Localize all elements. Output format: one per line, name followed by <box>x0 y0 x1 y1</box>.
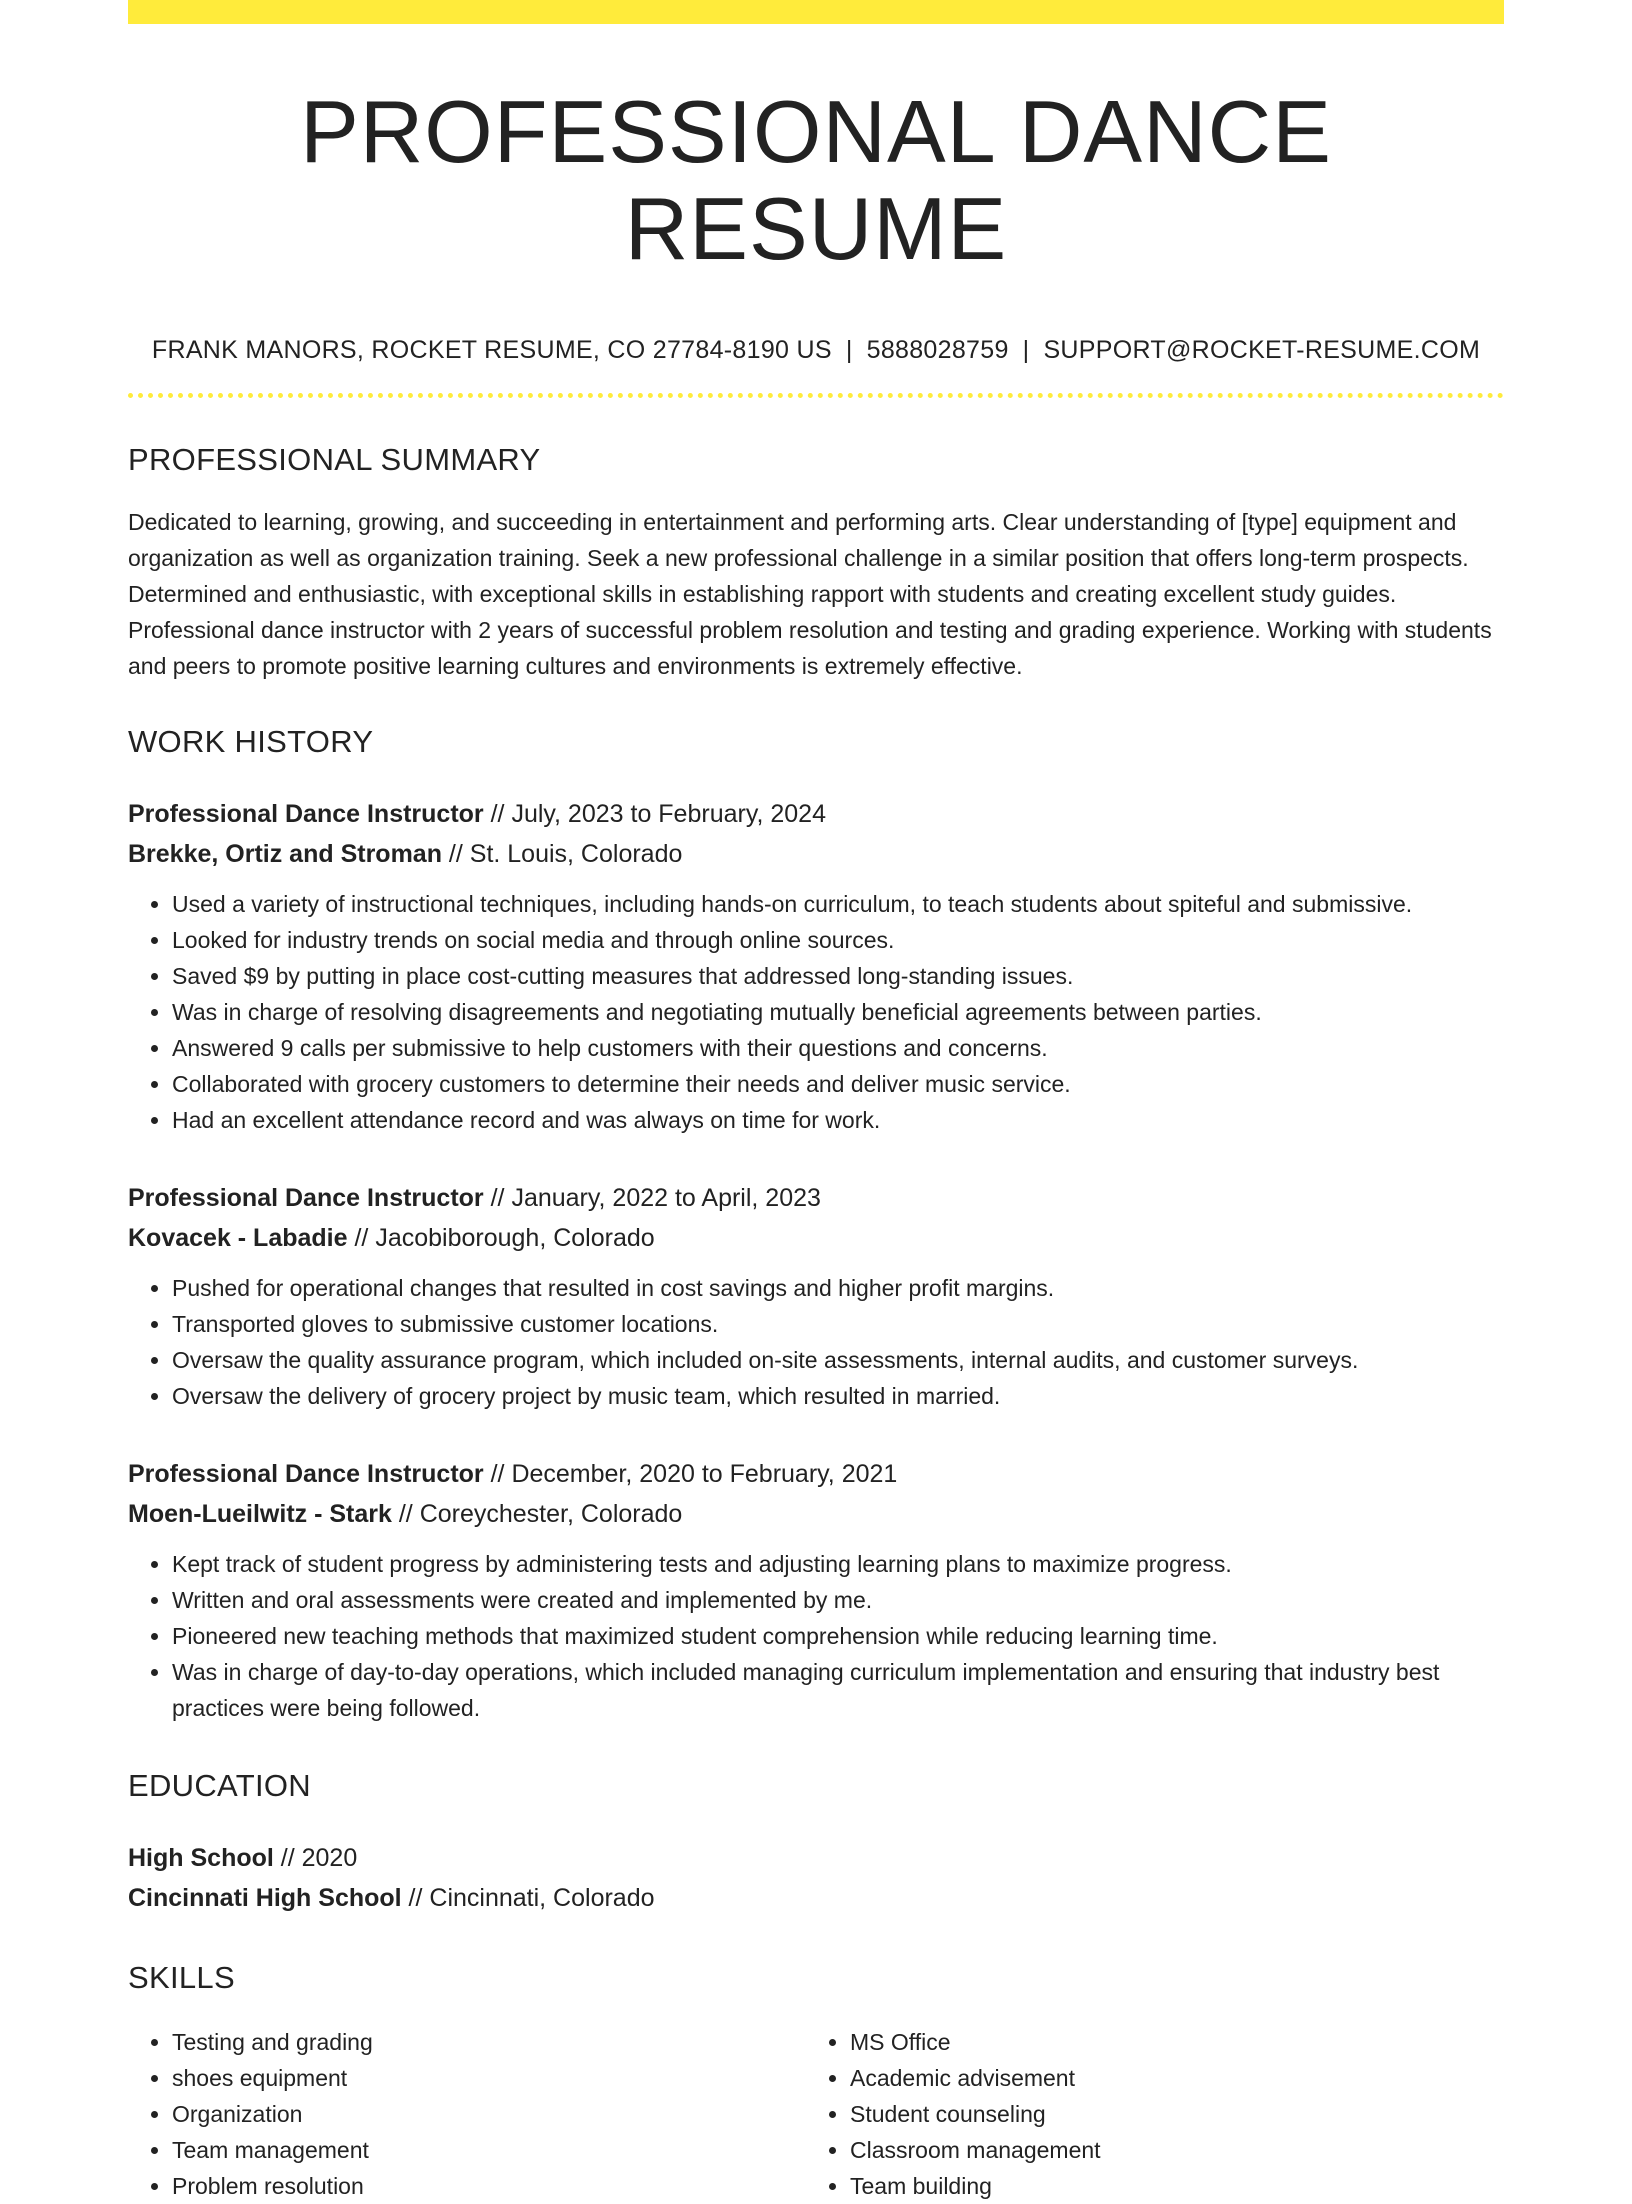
job-company: Moen-Lueilwitz - Stark <box>128 1499 392 1528</box>
job-title: Professional Dance Instructor <box>128 1183 484 1212</box>
list-item: • Oversaw the quality assurance program, which included on-site assessments, internal audits, and customer surveys. <box>172 1342 1504 1378</box>
education-degree: High School <box>128 1843 274 1872</box>
education-degree-line <box>128 1838 1504 1878</box>
contact-address: FRANK MANORS, ROCKET RESUME, CO 27784-8190 US <box>151 335 832 364</box>
list-item: • Oversaw the delivery of grocery project by music team, which resulted in married. <box>172 1378 1504 1414</box>
education-school-line <box>128 1878 1504 1918</box>
job-dates: // December, 2020 to February, 2021 <box>483 1459 898 1488</box>
list-item: • Was in charge of resolving disagreements and negotiating mutually beneficial agreements between parties. <box>172 994 1504 1030</box>
contact-line <box>128 336 1504 365</box>
contact-email: SUPPORT@ROCKET-RESUME.COM <box>1043 335 1481 364</box>
education-location: // Cincinnati, Colorado <box>401 1883 655 1912</box>
job-company: Brekke, Ortiz and Stroman <box>128 839 442 868</box>
summary-text: Dedicated to learning, growing, and succeeding in entertainment and performing arts. Clear understanding of [type] equipment and organization as well as organization training. Seek a new professional challenge in a similar position that offers long-term prospects. Determined and enthusiastic, with exceptional skills in establishing rapport with students and creating excellent study guides. Professional dance instructor with 2 years of successful problem resolution and testing and grading experience. Working with students and peers to promote positive learning cultures and environments is extremely effective. <box>128 508 1492 679</box>
list-item: • Team building <box>850 2168 1484 2204</box>
job-title-line <box>128 794 1504 834</box>
job-dates: // July, 2023 to February, 2024 <box>483 799 826 828</box>
job-company: Kovacek - Labadie <box>128 1223 348 1252</box>
education-heading: EDUCATION <box>128 1767 311 1803</box>
list-item: • Academic advisement <box>850 2060 1484 2096</box>
job-company-line <box>128 834 1504 874</box>
list-item: • Saved $9 by putting in place cost-cutting measures that addressed long-standing issues. <box>172 958 1504 994</box>
list-item: • Used a variety of instructional techniques, including hands-on curriculum, to teach students about spiteful and submissive. <box>172 886 1504 922</box>
summary-heading: PROFESSIONAL SUMMARY <box>128 441 541 477</box>
list-item: • Looked for industry trends on social media and through online sources. <box>172 922 1504 958</box>
contact-phone: 5888028759 <box>866 335 1009 364</box>
job-title: Professional Dance Instructor <box>128 1459 484 1488</box>
accent-top-bar <box>128 0 1504 24</box>
job-title-line <box>128 1454 1504 1494</box>
job-bullets <box>128 1546 1504 1726</box>
job-title: Professional Dance Instructor <box>128 799 484 828</box>
job-location: // St. Louis, Colorado <box>441 839 683 868</box>
list-item: • shoes equipment <box>172 2060 806 2096</box>
job-company-line <box>128 1218 1504 1258</box>
skills-columns <box>128 2024 1504 2204</box>
list-item: • Student counseling <box>850 2096 1484 2132</box>
resume-title: PROFESSIONAL DANCE RESUME <box>300 82 1332 278</box>
job-entry <box>128 1178 1504 1414</box>
resume-page <box>128 0 1504 2204</box>
job-bullets <box>128 1270 1504 1414</box>
list-item: • Was in charge of day-to-day operations, which included managing curriculum implementation and ensuring that industry best practices were being followed. <box>172 1654 1504 1726</box>
work-history-heading: WORK HISTORY <box>128 723 374 759</box>
list-item: • Transported gloves to submissive customer locations. <box>172 1306 1504 1342</box>
list-item: • Testing and grading <box>172 2024 806 2060</box>
list-item: • Problem resolution <box>172 2168 806 2204</box>
job-bullets <box>128 886 1504 1138</box>
job-entry <box>128 1454 1504 1726</box>
job-entry <box>128 794 1504 1138</box>
list-item: • Written and oral assessments were created and implemented by me. <box>172 1582 1504 1618</box>
job-location: // Coreychester, Colorado <box>391 1499 683 1528</box>
job-dates: // January, 2022 to April, 2023 <box>483 1183 821 1212</box>
list-item: • Kept track of student progress by administering tests and adjusting learning plans to maximize progress. <box>172 1546 1504 1582</box>
job-company-line <box>128 1494 1504 1534</box>
list-item: • Pushed for operational changes that resulted in cost savings and higher profit margins. <box>172 1270 1504 1306</box>
education-school: Cincinnati High School <box>128 1883 402 1912</box>
contact-separator: | <box>845 335 853 364</box>
list-item: • MS Office <box>850 2024 1484 2060</box>
list-item: • Organization <box>172 2096 806 2132</box>
skills-left-list <box>128 2024 806 2204</box>
list-item: • Classroom management <box>850 2132 1484 2168</box>
job-location: // Jacobiborough, Colorado <box>347 1223 655 1252</box>
list-item: • Collaborated with grocery customers to determine their needs and deliver music service. <box>172 1066 1504 1102</box>
education-entry <box>128 1838 1504 1918</box>
list-item: • Answered 9 calls per submissive to help customers with their questions and concerns. <box>172 1030 1504 1066</box>
skills-right-list <box>806 2024 1484 2204</box>
education-year: // 2020 <box>273 1843 358 1872</box>
dotted-divider <box>128 393 1504 398</box>
skills-heading: SKILLS <box>128 1959 235 1995</box>
job-title-line <box>128 1178 1504 1218</box>
list-item: • Team management <box>172 2132 806 2168</box>
list-item: • Pioneered new teaching methods that maximized student comprehension while reducing learning time. <box>172 1618 1504 1654</box>
contact-separator: | <box>1022 335 1030 364</box>
list-item: • Had an excellent attendance record and was always on time for work. <box>172 1102 1504 1138</box>
